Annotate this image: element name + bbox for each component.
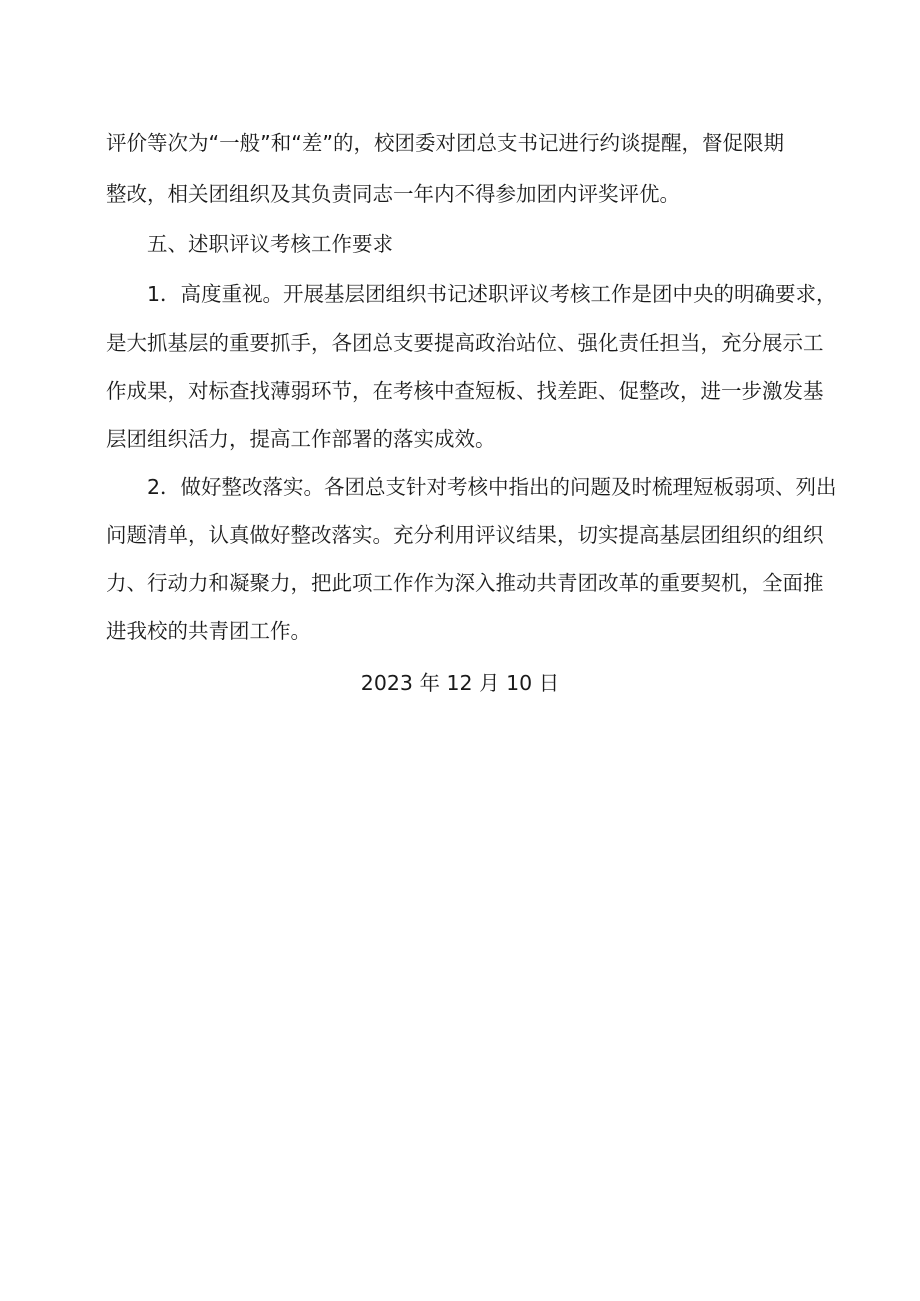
section-heading: 五、述职评议考核工作要求 bbox=[147, 232, 393, 256]
body-text-line: 作成果，对标查找薄弱环节，在考核中查短板、找差距、促整改，进一步激发基 bbox=[106, 379, 824, 403]
body-text-line: 1．高度重视。开展基层团组织书记述职评议考核工作是团中央的明确要求， bbox=[147, 282, 837, 306]
body-text-line: 层团组织活力，提高工作部署的落实成效。 bbox=[106, 427, 496, 451]
body-text-line: 整改，相关团组织及其负责同志一年内不得参加团内评奖评优。 bbox=[106, 182, 680, 206]
body-text-line: 是大抓基层的重要抓手，各团总支要提高政治站位、强化责任担当，充分展示工 bbox=[106, 331, 824, 355]
body-text-line: 进我校的共青团工作。 bbox=[106, 619, 311, 643]
body-text-line: 2．做好整改落实。各团总支针对考核中指出的问题及时梳理短板弱项、列出 bbox=[147, 475, 837, 499]
body-text-line: 评价等次为“一般”和“差”的，校团委对团总支书记进行约谈提醒，督促限期 bbox=[106, 131, 784, 155]
document-date: 2023 年 12 月 10 日 bbox=[360, 671, 560, 695]
body-text-line: 问题清单，认真做好整改落实。充分利用评议结果，切实提高基层团组织的组织 bbox=[106, 523, 824, 547]
body-text-line: 力、行动力和凝聚力，把此项工作作为深入推动共青团改革的重要契机，全面推 bbox=[106, 571, 824, 595]
